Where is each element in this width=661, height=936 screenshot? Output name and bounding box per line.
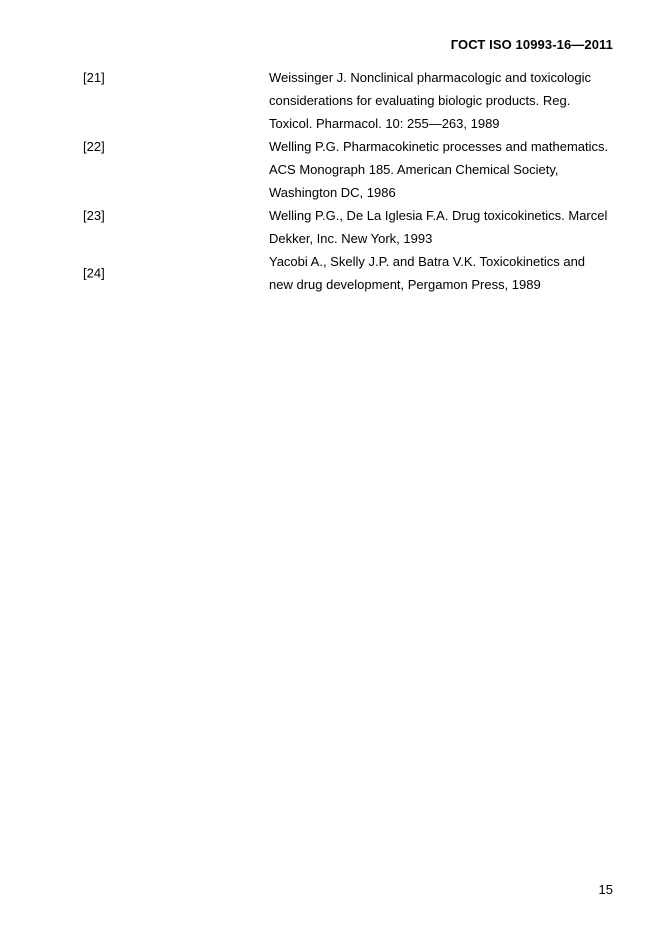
- bibliography-list: [83, 66, 623, 296]
- reference-number: [24]: [83, 265, 105, 281]
- reference-number: [23]: [83, 208, 105, 223]
- reference-number: [21]: [83, 70, 105, 85]
- reference-text: Yacobi A., Skelly J.P. and Batra V.K. Toxicokinetics and new drug development, Pergamon Press, 1989: [269, 254, 586, 292]
- reference-text: Welling P.G. Pharmacokinetic processes and mathematics. ACS Monograph 185. American Chemical Society, Washington DC, 1986: [269, 139, 609, 200]
- document-header: ГОСТ ISO 10993-16—2011: [450, 37, 613, 52]
- page-number: 15: [598, 882, 613, 897]
- reference-item: [83, 135, 623, 204]
- reference-item: [83, 66, 623, 135]
- reference-text: Weissinger J. Nonclinical pharmacologic and toxicologic considerations for evaluating biologic products. Reg. Toxicol. Pharmacol. 10: 255—263, 1989: [269, 70, 592, 131]
- reference-item: [83, 250, 623, 296]
- reference-item: [83, 204, 623, 250]
- reference-text: Welling P.G., De La Iglesia F.A. Drug toxicokinetics. Marcel Dekker, Inc. New York, 1993: [269, 208, 608, 246]
- reference-number: [22]: [83, 139, 105, 154]
